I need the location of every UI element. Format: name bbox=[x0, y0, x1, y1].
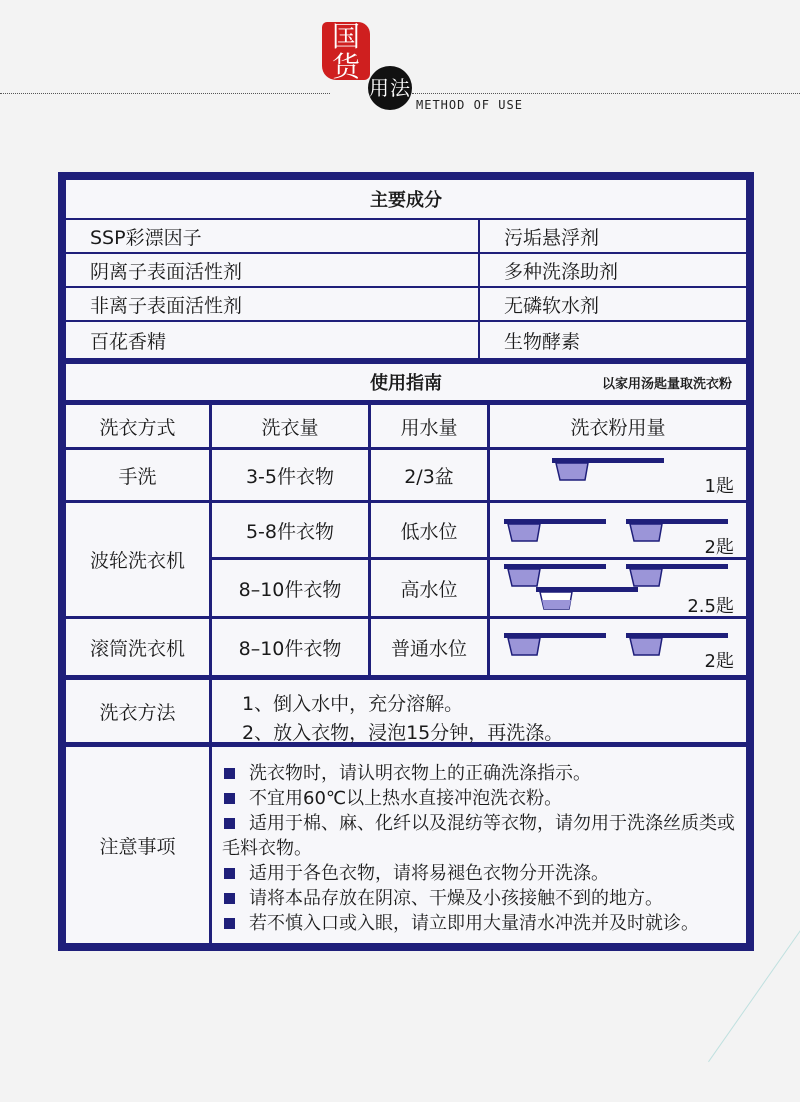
bullet-square-icon bbox=[224, 768, 235, 779]
method-hand-wash: 手洗 bbox=[66, 450, 209, 500]
cautions-list bbox=[212, 747, 746, 943]
wash-step: 2、放入衣物，浸泡15分钟，再洗涤。 bbox=[242, 722, 564, 744]
bullet-square-icon bbox=[224, 793, 235, 804]
caution-item: 若不慎入口或入眼，请立即用大量清水冲洗并及时就诊。 bbox=[222, 911, 746, 936]
water-cell: 低水位 bbox=[371, 503, 487, 557]
caution-item: 适用于棉、麻、化纤以及混纺等衣物，请勿用于洗涤丝质类或毛料衣物。 bbox=[222, 813, 735, 859]
guide-title-row bbox=[66, 364, 746, 400]
caution-item: 请将本品存放在阴凉、干燥及小孩接触不到的地方。 bbox=[222, 886, 746, 911]
guide-note: 以家用汤匙量取洗衣粉 bbox=[601, 376, 732, 392]
column-header: 洗衣方式 bbox=[66, 405, 209, 447]
caution-item: 适用于各色衣物，请将易褪色衣物分开洗涤。 bbox=[222, 861, 746, 886]
dose-cell bbox=[490, 503, 746, 557]
wash-step: 1、倒入水中，充分溶解。 bbox=[242, 693, 464, 715]
method-of-use-subtitle: METHOD OF USE bbox=[416, 98, 523, 112]
column-header: 洗衣粉用量 bbox=[490, 405, 746, 447]
wash-method-steps bbox=[212, 680, 746, 742]
bullet-square-icon bbox=[224, 893, 235, 904]
ingredient-cell: 无磷软水剂 bbox=[480, 288, 746, 320]
dose-amount: 2匙 bbox=[704, 537, 734, 558]
seal-char-1: 国 bbox=[331, 22, 360, 53]
ingredient-cell: SSP彩漂因子 bbox=[66, 220, 478, 252]
caution-item: 洗衣物时，请认明衣物上的正确洗涤指示。 bbox=[222, 761, 746, 786]
usage-circle-title: 用法 bbox=[368, 66, 412, 110]
method-drum-machine: 滚筒洗衣机 bbox=[66, 619, 209, 675]
ingredient-cell: 阴离子表面活性剂 bbox=[66, 254, 478, 286]
ingredient-cell: 非离子表面活性剂 bbox=[66, 288, 478, 320]
half-scoop-icon bbox=[536, 587, 638, 613]
load-cell: 8–10件衣物 bbox=[212, 560, 368, 616]
ingredient-cell: 百花香精 bbox=[66, 322, 478, 358]
water-cell: 2/3盆 bbox=[371, 450, 487, 500]
method-impeller-machine: 波轮洗衣机 bbox=[66, 503, 209, 616]
dose-cell bbox=[490, 560, 746, 616]
guide-title: 使用指南 bbox=[370, 373, 442, 394]
load-cell: 3-5件衣物 bbox=[212, 450, 368, 500]
dose-cell bbox=[490, 619, 746, 675]
bullet-square-icon bbox=[224, 818, 235, 829]
dose-amount: 2.5匙 bbox=[687, 596, 734, 617]
caution-item: 不宜用60℃以上热水直接冲泡洗衣粉。 bbox=[222, 786, 746, 811]
seal-stamp bbox=[322, 22, 370, 80]
usage-table bbox=[58, 172, 754, 951]
ingredient-cell: 生物酵素 bbox=[480, 322, 746, 358]
ingredient-cell: 污垢悬浮剂 bbox=[480, 220, 746, 252]
bullet-square-icon bbox=[224, 918, 235, 929]
scoop-icon bbox=[626, 564, 728, 590]
column-header: 用水量 bbox=[371, 405, 487, 447]
water-cell: 普通水位 bbox=[371, 619, 487, 675]
load-cell: 8–10件衣物 bbox=[212, 619, 368, 675]
load-cell: 5-8件衣物 bbox=[212, 503, 368, 557]
scoop-icon bbox=[552, 458, 664, 484]
water-cell: 高水位 bbox=[371, 560, 487, 616]
ingredient-cell: 多种洗涤助剂 bbox=[480, 254, 746, 286]
column-header: 洗衣量 bbox=[212, 405, 368, 447]
wash-method-label: 洗衣方法 bbox=[66, 680, 209, 742]
seal-char-2: 货 bbox=[331, 50, 360, 80]
divider-left bbox=[0, 93, 330, 94]
dose-amount: 2匙 bbox=[704, 651, 734, 672]
cautions-label: 注意事项 bbox=[66, 747, 209, 943]
scoop-icon bbox=[504, 519, 606, 545]
dose-amount: 1匙 bbox=[704, 476, 734, 497]
dose-cell bbox=[490, 450, 746, 500]
scoop-icon bbox=[504, 633, 606, 659]
ingredients-title: 主要成分 bbox=[66, 180, 746, 218]
divider-right bbox=[412, 93, 800, 94]
bullet-square-icon bbox=[224, 868, 235, 879]
